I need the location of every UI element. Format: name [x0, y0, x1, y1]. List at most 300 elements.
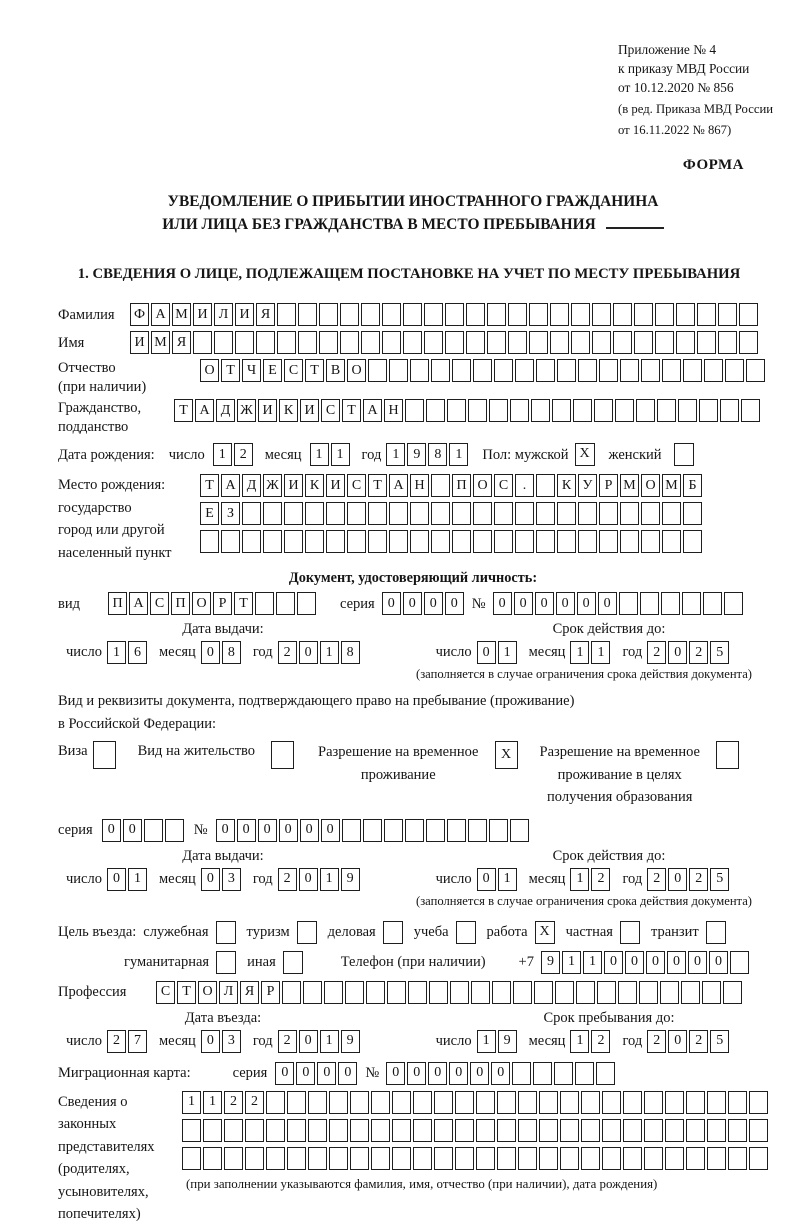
char-cell[interactable]: [665, 1119, 684, 1142]
char-cell[interactable]: 2: [591, 1030, 610, 1053]
char-cell[interactable]: 2: [689, 868, 708, 891]
char-cell[interactable]: 0: [216, 819, 235, 842]
char-cell[interactable]: [303, 981, 322, 1004]
char-cell[interactable]: М: [620, 474, 639, 497]
char-cell[interactable]: [242, 530, 261, 553]
char-cell[interactable]: [468, 399, 487, 422]
char-cell[interactable]: 1: [320, 641, 339, 664]
char-cell[interactable]: [203, 1119, 222, 1142]
char-cell[interactable]: [681, 981, 700, 1004]
id-valid-month-input[interactable]: [570, 641, 612, 664]
char-cell[interactable]: [368, 359, 387, 382]
char-cell[interactable]: [707, 1091, 726, 1114]
char-cell[interactable]: 1: [570, 1030, 589, 1053]
char-cell[interactable]: 5: [710, 868, 729, 891]
char-cell[interactable]: С: [494, 474, 513, 497]
char-cell[interactable]: [494, 530, 513, 553]
phone-input[interactable]: [541, 951, 751, 974]
char-cell[interactable]: [660, 981, 679, 1004]
char-cell[interactable]: Р: [599, 474, 618, 497]
char-cell[interactable]: 0: [424, 592, 443, 615]
char-cell[interactable]: 0: [625, 951, 644, 974]
char-cell[interactable]: [741, 399, 760, 422]
char-cell[interactable]: О: [192, 592, 211, 615]
citizenship-input[interactable]: [174, 399, 762, 422]
char-cell[interactable]: 1: [562, 951, 581, 974]
char-cell[interactable]: [319, 331, 338, 354]
char-cell[interactable]: [413, 1147, 432, 1170]
char-cell[interactable]: 0: [445, 592, 464, 615]
char-cell[interactable]: [515, 359, 534, 382]
char-cell[interactable]: [489, 399, 508, 422]
patronymic-input[interactable]: [200, 359, 767, 382]
char-cell[interactable]: Ф: [130, 303, 149, 326]
char-cell[interactable]: [557, 502, 576, 525]
char-cell[interactable]: [571, 331, 590, 354]
char-cell[interactable]: 0: [258, 819, 277, 842]
char-cell[interactable]: [644, 1147, 663, 1170]
char-cell[interactable]: И: [235, 303, 254, 326]
sex-female-checkbox[interactable]: [674, 443, 694, 466]
char-cell[interactable]: [361, 303, 380, 326]
char-cell[interactable]: [277, 331, 296, 354]
char-cell[interactable]: [613, 331, 632, 354]
char-cell[interactable]: [578, 359, 597, 382]
char-cell[interactable]: М: [172, 303, 191, 326]
char-cell[interactable]: [224, 1147, 243, 1170]
char-cell[interactable]: [534, 981, 553, 1004]
char-cell[interactable]: [623, 1091, 642, 1114]
char-cell[interactable]: 9: [407, 443, 426, 466]
char-cell[interactable]: 2: [107, 1030, 126, 1053]
char-cell[interactable]: 0: [299, 868, 318, 891]
char-cell[interactable]: 0: [386, 1062, 405, 1085]
char-cell[interactable]: [382, 303, 401, 326]
char-cell[interactable]: [266, 1091, 285, 1114]
representatives-row3-input[interactable]: [182, 1147, 770, 1170]
char-cell[interactable]: [363, 819, 382, 842]
char-cell[interactable]: [728, 1091, 747, 1114]
char-cell[interactable]: М: [662, 474, 681, 497]
char-cell[interactable]: [665, 1147, 684, 1170]
char-cell[interactable]: [489, 819, 508, 842]
char-cell[interactable]: К: [305, 474, 324, 497]
char-cell[interactable]: [602, 1091, 621, 1114]
char-cell[interactable]: [298, 303, 317, 326]
char-cell[interactable]: [676, 331, 695, 354]
char-cell[interactable]: [510, 819, 529, 842]
char-cell[interactable]: [473, 530, 492, 553]
char-cell[interactable]: 0: [201, 1030, 220, 1053]
purpose-study-checkbox[interactable]: [456, 921, 476, 944]
char-cell[interactable]: [431, 530, 450, 553]
char-cell[interactable]: 0: [491, 1062, 510, 1085]
char-cell[interactable]: 0: [535, 592, 554, 615]
char-cell[interactable]: 0: [449, 1062, 468, 1085]
char-cell[interactable]: [703, 592, 722, 615]
char-cell[interactable]: 1: [320, 1030, 339, 1053]
char-cell[interactable]: 2: [689, 1030, 708, 1053]
char-cell[interactable]: [368, 530, 387, 553]
char-cell[interactable]: Т: [234, 592, 253, 615]
char-cell[interactable]: [655, 331, 674, 354]
char-cell[interactable]: [683, 502, 702, 525]
char-cell[interactable]: 2: [278, 868, 297, 891]
char-cell[interactable]: [518, 1147, 537, 1170]
char-cell[interactable]: [361, 331, 380, 354]
stay-day-input[interactable]: [477, 1030, 519, 1053]
char-cell[interactable]: [641, 502, 660, 525]
char-cell[interactable]: [287, 1119, 306, 1142]
char-cell[interactable]: [644, 1091, 663, 1114]
char-cell[interactable]: [345, 981, 364, 1004]
char-cell[interactable]: [592, 331, 611, 354]
char-cell[interactable]: [492, 981, 511, 1004]
char-cell[interactable]: О: [641, 474, 660, 497]
char-cell[interactable]: [515, 530, 534, 553]
char-cell[interactable]: [686, 1147, 705, 1170]
char-cell[interactable]: [245, 1119, 264, 1142]
char-cell[interactable]: [707, 1119, 726, 1142]
entry-year-input[interactable]: [278, 1030, 362, 1053]
char-cell[interactable]: [389, 359, 408, 382]
char-cell[interactable]: 1: [477, 1030, 496, 1053]
char-cell[interactable]: Я: [240, 981, 259, 1004]
char-cell[interactable]: [424, 303, 443, 326]
char-cell[interactable]: 1: [203, 1091, 222, 1114]
char-cell[interactable]: [724, 592, 743, 615]
char-cell[interactable]: М: [151, 331, 170, 354]
char-cell[interactable]: [749, 1119, 768, 1142]
char-cell[interactable]: [581, 1119, 600, 1142]
char-cell[interactable]: [576, 981, 595, 1004]
char-cell[interactable]: [662, 530, 681, 553]
char-cell[interactable]: 1: [182, 1091, 201, 1114]
char-cell[interactable]: Т: [305, 359, 324, 382]
char-cell[interactable]: А: [389, 474, 408, 497]
char-cell[interactable]: [340, 303, 359, 326]
char-cell[interactable]: И: [300, 399, 319, 422]
char-cell[interactable]: [634, 303, 653, 326]
char-cell[interactable]: [413, 1119, 432, 1142]
char-cell[interactable]: 0: [407, 1062, 426, 1085]
purpose-work-checkbox[interactable]: X: [535, 921, 555, 944]
char-cell[interactable]: [494, 502, 513, 525]
char-cell[interactable]: [410, 530, 429, 553]
char-cell[interactable]: [347, 502, 366, 525]
char-cell[interactable]: А: [195, 399, 214, 422]
char-cell[interactable]: 2: [278, 1030, 297, 1053]
char-cell[interactable]: [641, 530, 660, 553]
char-cell[interactable]: [266, 1119, 285, 1142]
char-cell[interactable]: [487, 331, 506, 354]
char-cell[interactable]: [718, 303, 737, 326]
char-cell[interactable]: 0: [382, 592, 401, 615]
char-cell[interactable]: [405, 399, 424, 422]
char-cell[interactable]: 0: [577, 592, 596, 615]
char-cell[interactable]: 1: [570, 868, 589, 891]
char-cell[interactable]: П: [171, 592, 190, 615]
id-valid-day-input[interactable]: [477, 641, 519, 664]
char-cell[interactable]: 1: [498, 868, 517, 891]
char-cell[interactable]: [305, 530, 324, 553]
char-cell[interactable]: 1: [213, 443, 232, 466]
char-cell[interactable]: [455, 1147, 474, 1170]
surname-input[interactable]: [130, 303, 760, 326]
char-cell[interactable]: 0: [317, 1062, 336, 1085]
migration-number-input[interactable]: [386, 1062, 617, 1085]
char-cell[interactable]: [263, 530, 282, 553]
char-cell[interactable]: 0: [237, 819, 256, 842]
sex-male-checkbox[interactable]: X: [575, 443, 595, 466]
char-cell[interactable]: [702, 981, 721, 1004]
char-cell[interactable]: 2: [689, 641, 708, 664]
char-cell[interactable]: [718, 331, 737, 354]
char-cell[interactable]: [434, 1147, 453, 1170]
char-cell[interactable]: З: [221, 502, 240, 525]
char-cell[interactable]: [392, 1147, 411, 1170]
char-cell[interactable]: 2: [647, 641, 666, 664]
char-cell[interactable]: И: [193, 303, 212, 326]
char-cell[interactable]: [410, 502, 429, 525]
char-cell[interactable]: [276, 592, 295, 615]
purpose-humanitarian-checkbox[interactable]: [216, 951, 236, 974]
char-cell[interactable]: [539, 1147, 558, 1170]
char-cell[interactable]: О: [198, 981, 217, 1004]
char-cell[interactable]: [536, 502, 555, 525]
char-cell[interactable]: П: [452, 474, 471, 497]
char-cell[interactable]: 2: [224, 1091, 243, 1114]
id-issue-day-input[interactable]: [107, 641, 149, 664]
char-cell[interactable]: [384, 819, 403, 842]
char-cell[interactable]: [623, 1119, 642, 1142]
purpose-tourism-checkbox[interactable]: [297, 921, 317, 944]
char-cell[interactable]: [725, 359, 744, 382]
char-cell[interactable]: [389, 530, 408, 553]
char-cell[interactable]: [599, 359, 618, 382]
char-cell[interactable]: А: [221, 474, 240, 497]
char-cell[interactable]: [434, 1119, 453, 1142]
char-cell[interactable]: [749, 1147, 768, 1170]
char-cell[interactable]: О: [200, 359, 219, 382]
id-issue-month-input[interactable]: [201, 641, 243, 664]
char-cell[interactable]: [471, 981, 490, 1004]
char-cell[interactable]: У: [578, 474, 597, 497]
char-cell[interactable]: [661, 592, 680, 615]
char-cell[interactable]: [639, 981, 658, 1004]
char-cell[interactable]: [536, 359, 555, 382]
char-cell[interactable]: К: [279, 399, 298, 422]
char-cell[interactable]: [487, 303, 506, 326]
char-cell[interactable]: [342, 819, 361, 842]
char-cell[interactable]: [615, 399, 634, 422]
char-cell[interactable]: 0: [123, 819, 142, 842]
char-cell[interactable]: [324, 981, 343, 1004]
char-cell[interactable]: 2: [647, 1030, 666, 1053]
char-cell[interactable]: [657, 399, 676, 422]
char-cell[interactable]: [297, 592, 316, 615]
char-cell[interactable]: [720, 399, 739, 422]
birth-month-input[interactable]: [310, 443, 352, 466]
char-cell[interactable]: [200, 530, 219, 553]
char-cell[interactable]: [620, 530, 639, 553]
char-cell[interactable]: [730, 951, 749, 974]
char-cell[interactable]: [518, 1119, 537, 1142]
char-cell[interactable]: [382, 331, 401, 354]
char-cell[interactable]: [408, 981, 427, 1004]
char-cell[interactable]: 0: [667, 951, 686, 974]
char-cell[interactable]: 0: [403, 592, 422, 615]
char-cell[interactable]: А: [151, 303, 170, 326]
char-cell[interactable]: [431, 474, 450, 497]
char-cell[interactable]: Р: [261, 981, 280, 1004]
char-cell[interactable]: [739, 331, 758, 354]
char-cell[interactable]: И: [258, 399, 277, 422]
char-cell[interactable]: [686, 1119, 705, 1142]
birthplace-row3-input[interactable]: [200, 530, 704, 553]
char-cell[interactable]: [144, 819, 163, 842]
char-cell[interactable]: [298, 331, 317, 354]
char-cell[interactable]: С: [347, 474, 366, 497]
char-cell[interactable]: [403, 331, 422, 354]
char-cell[interactable]: [447, 399, 466, 422]
char-cell[interactable]: [555, 981, 574, 1004]
char-cell[interactable]: [366, 981, 385, 1004]
char-cell[interactable]: [662, 502, 681, 525]
char-cell[interactable]: [203, 1147, 222, 1170]
char-cell[interactable]: 1: [449, 443, 468, 466]
char-cell[interactable]: [165, 819, 184, 842]
char-cell[interactable]: [497, 1091, 516, 1114]
id-valid-year-input[interactable]: [647, 641, 731, 664]
char-cell[interactable]: [640, 592, 659, 615]
char-cell[interactable]: [319, 303, 338, 326]
permit-valid-year-input[interactable]: [647, 868, 731, 891]
char-cell[interactable]: [560, 1119, 579, 1142]
char-cell[interactable]: П: [108, 592, 127, 615]
char-cell[interactable]: [387, 981, 406, 1004]
char-cell[interactable]: [641, 359, 660, 382]
permit-series-input[interactable]: [102, 819, 186, 842]
char-cell[interactable]: [686, 1091, 705, 1114]
char-cell[interactable]: 1: [128, 868, 147, 891]
char-cell[interactable]: [431, 502, 450, 525]
char-cell[interactable]: [620, 359, 639, 382]
char-cell[interactable]: 0: [709, 951, 728, 974]
char-cell[interactable]: [476, 1147, 495, 1170]
char-cell[interactable]: [599, 530, 618, 553]
char-cell[interactable]: [678, 399, 697, 422]
char-cell[interactable]: Я: [172, 331, 191, 354]
char-cell[interactable]: [683, 530, 702, 553]
char-cell[interactable]: [452, 530, 471, 553]
char-cell[interactable]: [554, 1062, 573, 1085]
char-cell[interactable]: 1: [107, 641, 126, 664]
char-cell[interactable]: 7: [128, 1030, 147, 1053]
migration-series-input[interactable]: [275, 1062, 359, 1085]
char-cell[interactable]: [536, 474, 555, 497]
char-cell[interactable]: [445, 303, 464, 326]
char-cell[interactable]: 0: [300, 819, 319, 842]
char-cell[interactable]: [476, 1119, 495, 1142]
char-cell[interactable]: [510, 399, 529, 422]
char-cell[interactable]: 9: [498, 1030, 517, 1053]
stay-month-input[interactable]: [570, 1030, 612, 1053]
char-cell[interactable]: Т: [200, 474, 219, 497]
char-cell[interactable]: [424, 331, 443, 354]
char-cell[interactable]: [308, 1147, 327, 1170]
rvp-checkbox[interactable]: X: [495, 741, 518, 769]
char-cell[interactable]: А: [363, 399, 382, 422]
char-cell[interactable]: 1: [498, 641, 517, 664]
char-cell[interactable]: О: [473, 474, 492, 497]
stay-year-input[interactable]: [647, 1030, 731, 1053]
char-cell[interactable]: 0: [299, 641, 318, 664]
char-cell[interactable]: 0: [296, 1062, 315, 1085]
char-cell[interactable]: [473, 359, 492, 382]
char-cell[interactable]: [512, 1062, 531, 1085]
char-cell[interactable]: [392, 1119, 411, 1142]
char-cell[interactable]: [550, 303, 569, 326]
char-cell[interactable]: 1: [320, 868, 339, 891]
char-cell[interactable]: [305, 502, 324, 525]
char-cell[interactable]: [426, 819, 445, 842]
char-cell[interactable]: Я: [256, 303, 275, 326]
char-cell[interactable]: [699, 399, 718, 422]
char-cell[interactable]: [452, 359, 471, 382]
char-cell[interactable]: 5: [710, 641, 729, 664]
char-cell[interactable]: 0: [107, 868, 126, 891]
char-cell[interactable]: [403, 303, 422, 326]
doc-number-input[interactable]: [493, 592, 745, 615]
char-cell[interactable]: [623, 1147, 642, 1170]
char-cell[interactable]: [235, 331, 254, 354]
char-cell[interactable]: [557, 530, 576, 553]
char-cell[interactable]: 0: [102, 819, 121, 842]
rvp-education-checkbox[interactable]: [716, 741, 739, 769]
purpose-business-checkbox[interactable]: [383, 921, 403, 944]
char-cell[interactable]: [533, 1062, 552, 1085]
char-cell[interactable]: [371, 1147, 390, 1170]
permit-number-input[interactable]: [216, 819, 531, 842]
char-cell[interactable]: [450, 981, 469, 1004]
char-cell[interactable]: Ж: [237, 399, 256, 422]
char-cell[interactable]: [592, 303, 611, 326]
char-cell[interactable]: [326, 530, 345, 553]
permit-valid-day-input[interactable]: [477, 868, 519, 891]
char-cell[interactable]: [683, 359, 702, 382]
char-cell[interactable]: Л: [214, 303, 233, 326]
char-cell[interactable]: [350, 1147, 369, 1170]
char-cell[interactable]: [455, 1091, 474, 1114]
doc-series-input[interactable]: [382, 592, 466, 615]
char-cell[interactable]: Л: [219, 981, 238, 1004]
char-cell[interactable]: [284, 502, 303, 525]
char-cell[interactable]: [728, 1119, 747, 1142]
char-cell[interactable]: 1: [583, 951, 602, 974]
char-cell[interactable]: 1: [310, 443, 329, 466]
char-cell[interactable]: [308, 1119, 327, 1142]
char-cell[interactable]: [560, 1147, 579, 1170]
char-cell[interactable]: 1: [331, 443, 350, 466]
char-cell[interactable]: Р: [213, 592, 232, 615]
char-cell[interactable]: [573, 399, 592, 422]
residence-permit-checkbox[interactable]: [271, 741, 294, 769]
char-cell[interactable]: Ж: [263, 474, 282, 497]
char-cell[interactable]: [634, 331, 653, 354]
char-cell[interactable]: [214, 331, 233, 354]
char-cell[interactable]: [557, 359, 576, 382]
